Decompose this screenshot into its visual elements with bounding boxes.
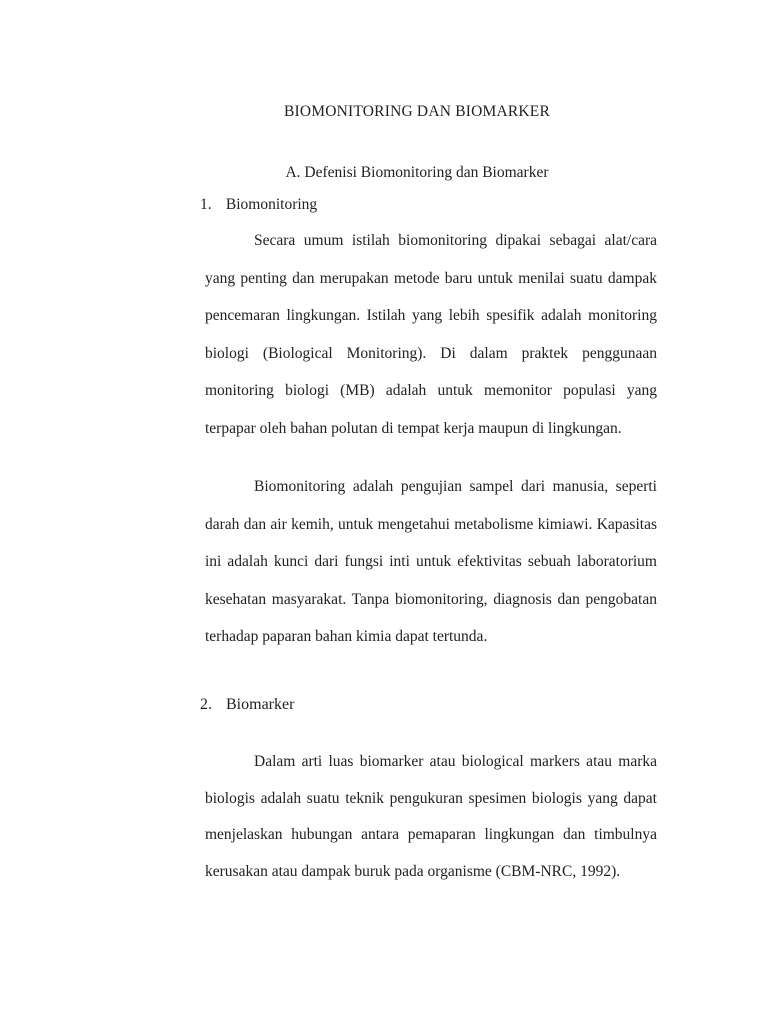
section-heading-biomarker [200, 696, 294, 714]
section-number: 2. [200, 696, 212, 713]
document-title: BIOMONITORING DAN BIOMARKER [283, 103, 551, 120]
paragraph: Dalam arti luas biomarker atau biological markers atau marka biologis adalah suatu teknik pengukuran spesimen biologis yang dapat menjelaskan hubungan antara pemaparan lingkungan dan timbulnya kerusakan atau dampak buruk pada organisme (CBM-NRC, 1992). [205, 753, 657, 880]
section-heading-label: Biomarker [226, 696, 295, 713]
section-number: 1. [200, 196, 212, 213]
section-heading-label: Biomonitoring [225, 196, 318, 213]
section-subtitle: A. Defenisi Biomonitoring dan Biomarker [285, 164, 549, 181]
section-heading-biomonitoring [200, 196, 317, 214]
paragraph: Secara umum istilah biomonitoring dipakai sebagai alat/cara yang penting dan merupakan metode baru untuk menilai suatu dampak pencemaran lingkungan. Istilah yang lebih spesifik adalah monitoring biologi (Biological Monitoring). Di dalam praktek penggunaan monitoring biologi (MB) adalah untuk memonitor populasi yang terpapar oleh bahan polutan di tempat kerja maupun di lingkungan. [205, 232, 657, 437]
paragraph: Biomonitoring adalah pengujian sampel dari manusia, seperti darah dan air kemih, untuk mengetahui metabolisme kimiawi. Kapasitas ini adalah kunci dari fungsi inti untuk efektivitas sebuah laboratorium kesehatan masyarakat. Tanpa biomonitoring, diagnosis dan pengobatan terhadap paparan bahan kimia dapat tertunda. [205, 478, 657, 645]
